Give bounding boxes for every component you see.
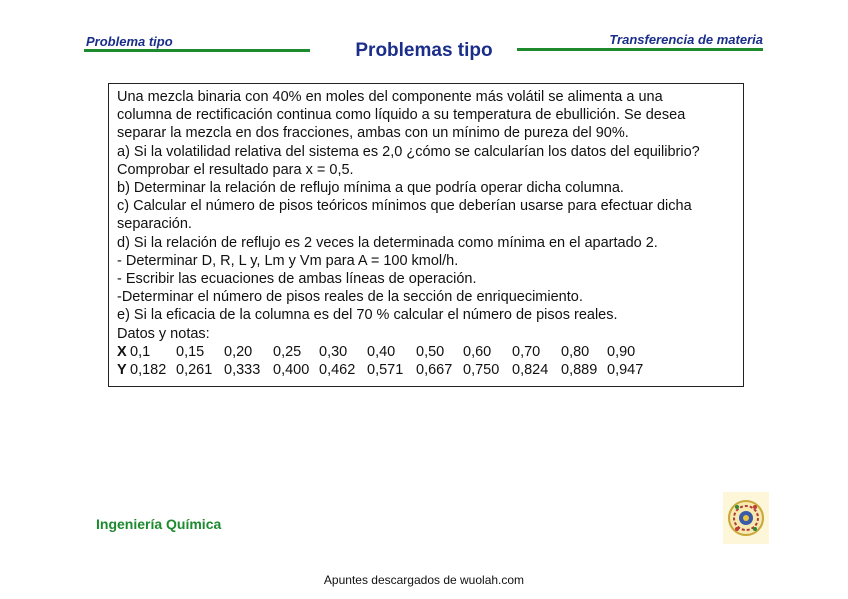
problem-line: Comprobar el resultado para x = 0,5. (117, 161, 354, 178)
problem-line: e) Si la eficacia de la columna es del 70 % calcular el número de pisos reales. (117, 307, 618, 324)
problem-line: b) Determinar la relación de reflujo mínima a que podría operar dicha columna. (117, 180, 624, 197)
y-value-cell: 0,182 (130, 362, 167, 379)
data-row-y (117, 361, 735, 379)
y-value-cell: 0,261 (176, 362, 213, 379)
problem-statement-box (108, 83, 744, 387)
y-value-cell: 0,824 (512, 362, 549, 379)
x-value-cell: 0,70 (512, 343, 541, 360)
university-seal-logo (723, 492, 769, 544)
y-value-cell: 0,750 (463, 362, 500, 379)
problem-line: - Escribir las ecuaciones de ambas líneas de operación. (117, 271, 477, 288)
data-row-y-label: Y (117, 362, 127, 379)
y-value-cell: 0,571 (367, 362, 404, 379)
x-value-cell: 0,15 (176, 343, 205, 360)
y-value-cell: 0,889 (561, 362, 598, 379)
problem-line: d) Si la relación de reflujo es 2 veces la determinada como mínima en el apartado 2. (117, 234, 658, 251)
data-row-x-label: X (117, 343, 127, 360)
problem-line: -Determinar el número de pisos reales de la sección de enriquecimiento. (117, 289, 583, 306)
problem-line: - Determinar D, R, L y, Lm y Vm para A = 100 kmol/h. (117, 252, 459, 269)
problem-line: Datos y notas: (117, 325, 210, 342)
x-value-cell: 0,20 (224, 343, 253, 360)
problem-line: Una mezcla binaria con 40% en moles del componente más volátil se alimenta a una (117, 89, 663, 105)
x-value-cell: 0,1 (130, 343, 151, 360)
problem-line: c) Calcular el número de pisos teóricos mínimos que deberían usarse para efectuar dicha (117, 198, 692, 215)
x-value-cell: 0,40 (367, 343, 396, 360)
footer-department: Ingeniería Química (96, 516, 222, 532)
problem-line: separar la mezcla en dos fracciones, ambas con un mínimo de pureza del 90%. (117, 125, 629, 142)
problem-line: a) Si la volatilidad relativa del sistema es 2,0 ¿cómo se calcularían los datos del equilibrio? (117, 143, 700, 160)
header-divider-right (517, 48, 763, 51)
x-value-cell: 0,25 (273, 343, 302, 360)
x-value-cell: 0,60 (463, 343, 492, 360)
page-title: Problemas tipo (355, 40, 493, 61)
header-course-label: Transferencia de materia (609, 32, 763, 47)
y-value-cell: 0,947 (607, 362, 644, 379)
data-row-x (117, 343, 735, 361)
footer-source: Apuntes descargados de wuolah.com (323, 573, 525, 587)
y-value-cell: 0,400 (273, 362, 310, 379)
y-value-cell: 0,667 (416, 362, 453, 379)
x-value-cell: 0,80 (561, 343, 590, 360)
header-section-label: Problema tipo (86, 34, 173, 49)
y-value-cell: 0,462 (319, 362, 356, 379)
problem-line: columna de rectificación continua como líquido a su temperatura de ebullición. Se desea (117, 107, 686, 124)
problem-text (117, 88, 735, 343)
y-value-cell: 0,333 (224, 362, 261, 379)
x-value-cell: 0,30 (319, 343, 348, 360)
problem-line: separación. (117, 216, 192, 233)
x-value-cell: 0,50 (416, 343, 445, 360)
x-value-cell: 0,90 (607, 343, 636, 360)
